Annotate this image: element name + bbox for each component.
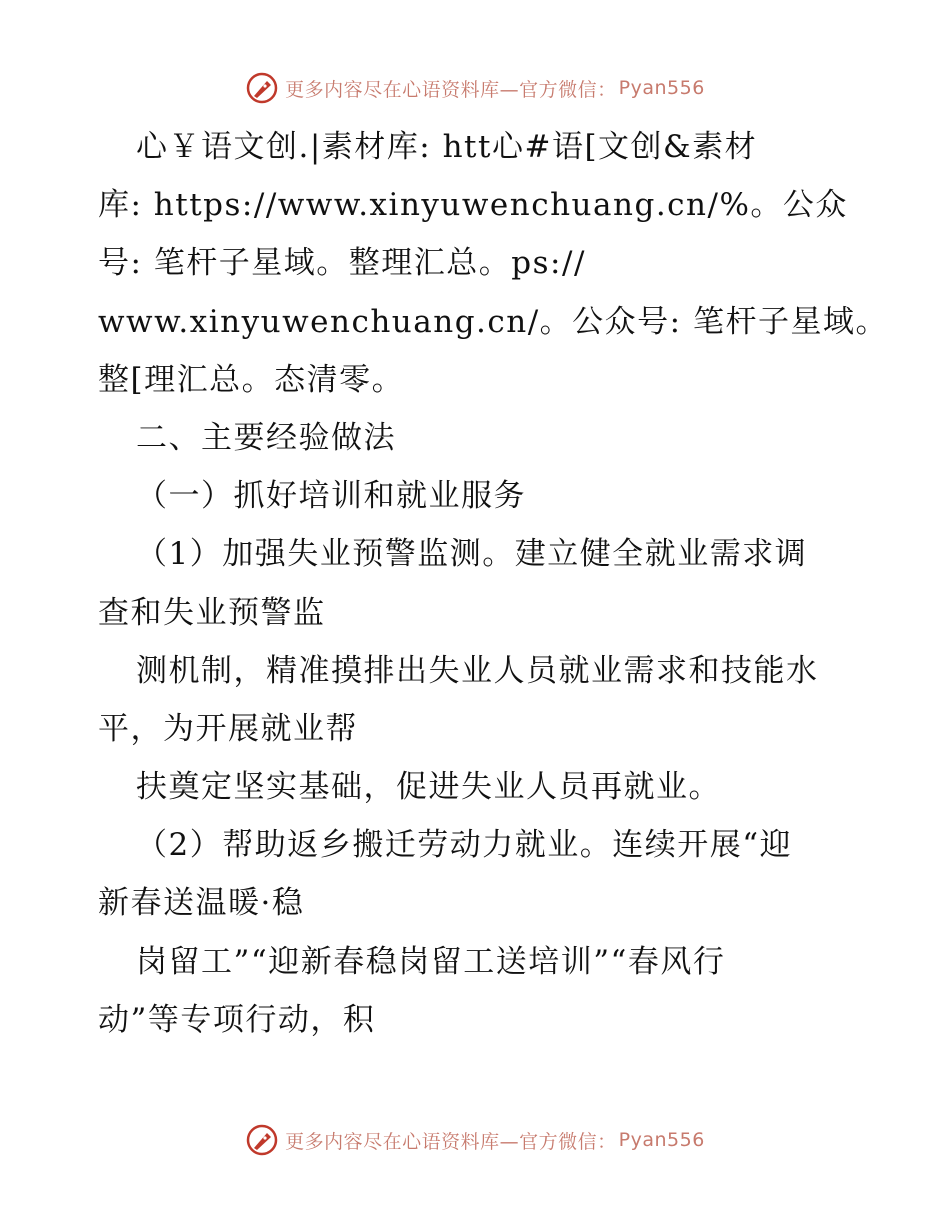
text-line: 测机制，精准摸排出失业人员就业需求和技能水 [136,652,819,689]
watermark-text: 更多内容尽在心语资料库—官方微信： [285,78,617,101]
text-line: 岗留工”“迎新春稳岗留工送培训”“春风行 [136,943,726,980]
text-line: 号: 笔杆子星域。整理汇总。ps:// [98,245,586,282]
text-line: 库: https://www.xinyuwenchuang.cn/%。公众 [98,187,848,224]
text-line: 心￥语文创.|素材库: htt心#语[文创&素材 [136,129,758,165]
text-line: 平，为开展就业帮 [98,710,358,747]
pen-nib-logo-icon [245,1123,279,1157]
text-line: （一）抓好培训和就业服务 [136,478,526,515]
text-line: www.xinyuwenchuang.cn/。公众号: 笔杆子星域。 [98,303,888,340]
text-line: 扶奠定坚实基础，促进失业人员再就业。 [136,769,721,806]
watermark-footer [0,1120,950,1160]
watermark-wechat-id: Pyan556 [618,77,705,99]
text-line: 动”等专项行动，积 [98,1001,376,1038]
text-line: 新春送温暖·稳 [98,885,305,922]
pen-nib-logo-icon [245,71,279,105]
watermark-text: 更多内容尽在心语资料库—官方微信： [285,1130,617,1153]
text-line: 查和失业预警监 [98,594,326,631]
watermark-wechat-id: Pyan556 [618,1129,705,1151]
text-line: 二、主要经验做法 [136,419,396,456]
text-line: （2）帮助返乡搬迁劳动力就业。连续开展“迎 [136,827,793,864]
text-line: （1）加强失业预警监测。建立健全就业需求调 [136,536,808,573]
text-line: 整[理汇总。态清零。 [98,361,405,398]
document-body [98,118,888,1049]
watermark-header [0,68,950,108]
